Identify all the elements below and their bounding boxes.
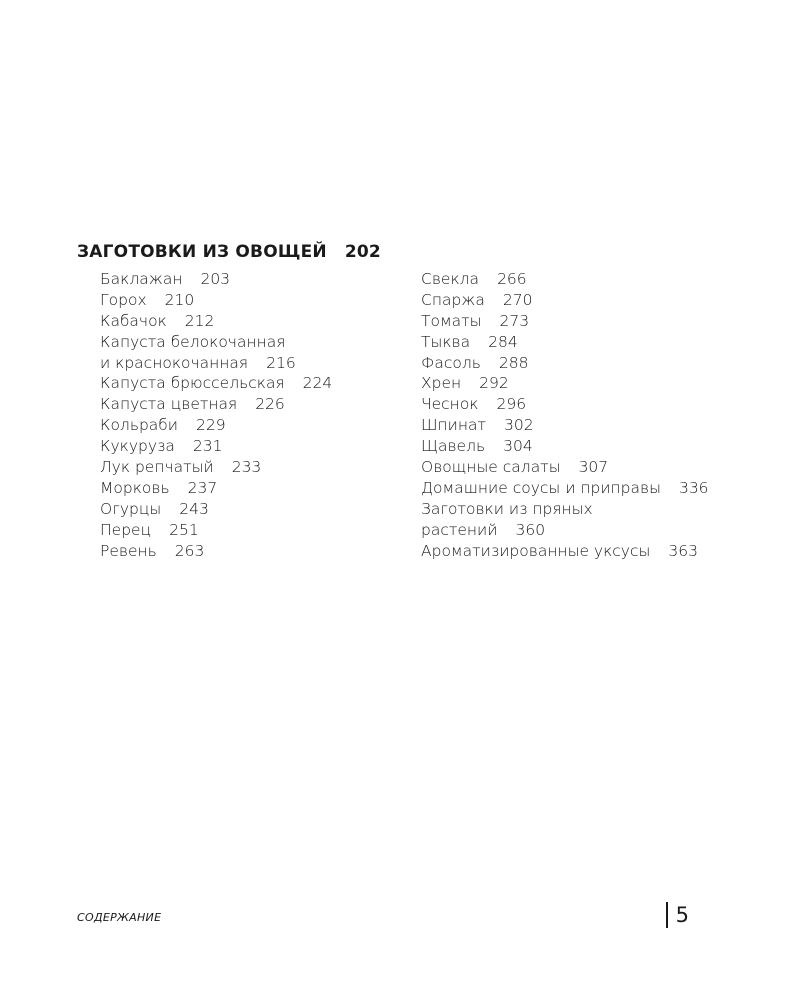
toc-entry-title: Капуста брюссельская (100, 374, 285, 393)
toc-entry-title: Ароматизированные уксусы (421, 541, 651, 560)
toc-entry-title: Заготовки из пряных (421, 499, 593, 518)
toc-entry-title: Лук репчатый (100, 458, 214, 477)
toc-entry-title: Огурцы (100, 499, 162, 518)
toc-entry-page: 336 (678, 478, 709, 497)
toc-entry-title: Капуста белокочанная (100, 332, 286, 351)
toc-entry-title: Хрен (421, 374, 462, 393)
toc-entry (100, 353, 332, 374)
toc-entry (100, 499, 332, 520)
toc-entry-page: 210 (164, 290, 195, 309)
toc-entry-title: и краснокочанная (100, 353, 249, 372)
toc-entry (421, 415, 709, 436)
toc-entry-page: 251 (169, 520, 199, 539)
toc-entry-page: 243 (179, 499, 209, 518)
toc-entry-page: 263 (174, 541, 205, 560)
toc-entry-page: 284 (488, 332, 518, 351)
section-heading (77, 242, 381, 262)
toc-entry-page: 292 (479, 374, 509, 393)
toc-entry (421, 311, 709, 332)
toc-entry (421, 332, 709, 353)
toc-entry (100, 520, 332, 541)
toc-entry-page: 229 (196, 416, 226, 435)
page-number-value: 5 (675, 903, 689, 927)
toc-entry (100, 478, 332, 499)
toc-entry-title: Фасоль (421, 353, 481, 372)
toc-entry (421, 541, 709, 562)
toc-entry-page: 273 (499, 311, 530, 330)
toc-entry-page: 231 (192, 437, 223, 456)
toc-entry (421, 290, 709, 311)
toc-entry (421, 353, 709, 374)
toc-entry (421, 457, 709, 478)
toc-entry-page: 233 (231, 458, 262, 477)
toc-entry-title: Капуста цветная (100, 395, 238, 414)
page-number-divider (666, 902, 668, 928)
toc-entry-page: 224 (302, 374, 333, 393)
toc-entry (421, 269, 709, 290)
toc-entry-title: Кукуруза (100, 437, 175, 456)
toc-entry-title: Томаты (421, 311, 482, 330)
running-footer-label: СОДЕРЖАНИЕ (77, 911, 162, 924)
toc-entry-title: Чеснок (421, 395, 479, 414)
toc-entry (421, 520, 709, 541)
toc-entry-page: 307 (578, 458, 609, 477)
toc-entry-title: Ревень (100, 541, 157, 560)
toc-entry-title: Домашние соусы и приправы (421, 478, 661, 497)
toc-entry (100, 311, 332, 332)
contents-column-right (421, 269, 709, 561)
toc-entry (100, 436, 332, 457)
toc-entry (421, 436, 709, 457)
toc-entry-page: 216 (266, 353, 296, 372)
toc-entry (100, 394, 332, 415)
toc-entry-title: Тыква (421, 332, 471, 351)
section-page-number: 202 (344, 242, 381, 262)
toc-entry-page: 203 (200, 270, 231, 288)
toc-entry-page: 302 (504, 416, 534, 435)
toc-entry-title: Спаржа (421, 290, 485, 309)
toc-entry (100, 373, 332, 394)
toc-entry (421, 394, 709, 415)
toc-entry (100, 332, 332, 353)
toc-entry-page: 304 (503, 437, 533, 456)
toc-entry-title: Горох (100, 290, 147, 309)
toc-entry-title: Морковь (100, 478, 170, 497)
section-title: ЗАГОТОВКИ ИЗ ОВОЩЕЙ (77, 242, 327, 262)
toc-entry (100, 457, 332, 478)
toc-entry (100, 269, 332, 290)
toc-entry (100, 290, 332, 311)
toc-entry-title: Щавель (421, 437, 486, 456)
toc-entry-title: Перец (100, 520, 152, 539)
toc-entry-title: Шпинат (421, 416, 487, 435)
toc-entry (100, 415, 332, 436)
toc-entry-title: растений (421, 520, 498, 539)
toc-entry (421, 499, 709, 520)
toc-entry-page: 288 (498, 353, 529, 372)
toc-entry-page: 270 (502, 290, 533, 309)
toc-entry-title: Свекла (421, 270, 480, 288)
toc-entry-page: 226 (255, 395, 285, 414)
toc-entry-page: 363 (668, 541, 698, 560)
toc-entry-title: Баклажан (100, 270, 183, 288)
toc-entry-page: 237 (187, 478, 218, 497)
toc-entry-page: 296 (496, 395, 527, 414)
toc-entry (421, 478, 709, 499)
page-number (666, 902, 689, 928)
toc-entry (100, 541, 332, 562)
contents-column-left (100, 269, 332, 561)
toc-entry-title: Кольраби (100, 416, 178, 435)
toc-entry (421, 373, 709, 394)
toc-entry-page: 212 (184, 311, 215, 330)
toc-entry-title: Кабачок (100, 311, 167, 330)
toc-entry-title: Овощные салаты (421, 458, 561, 477)
toc-entry-page: 360 (515, 520, 546, 539)
toc-entry-page: 266 (497, 270, 527, 288)
